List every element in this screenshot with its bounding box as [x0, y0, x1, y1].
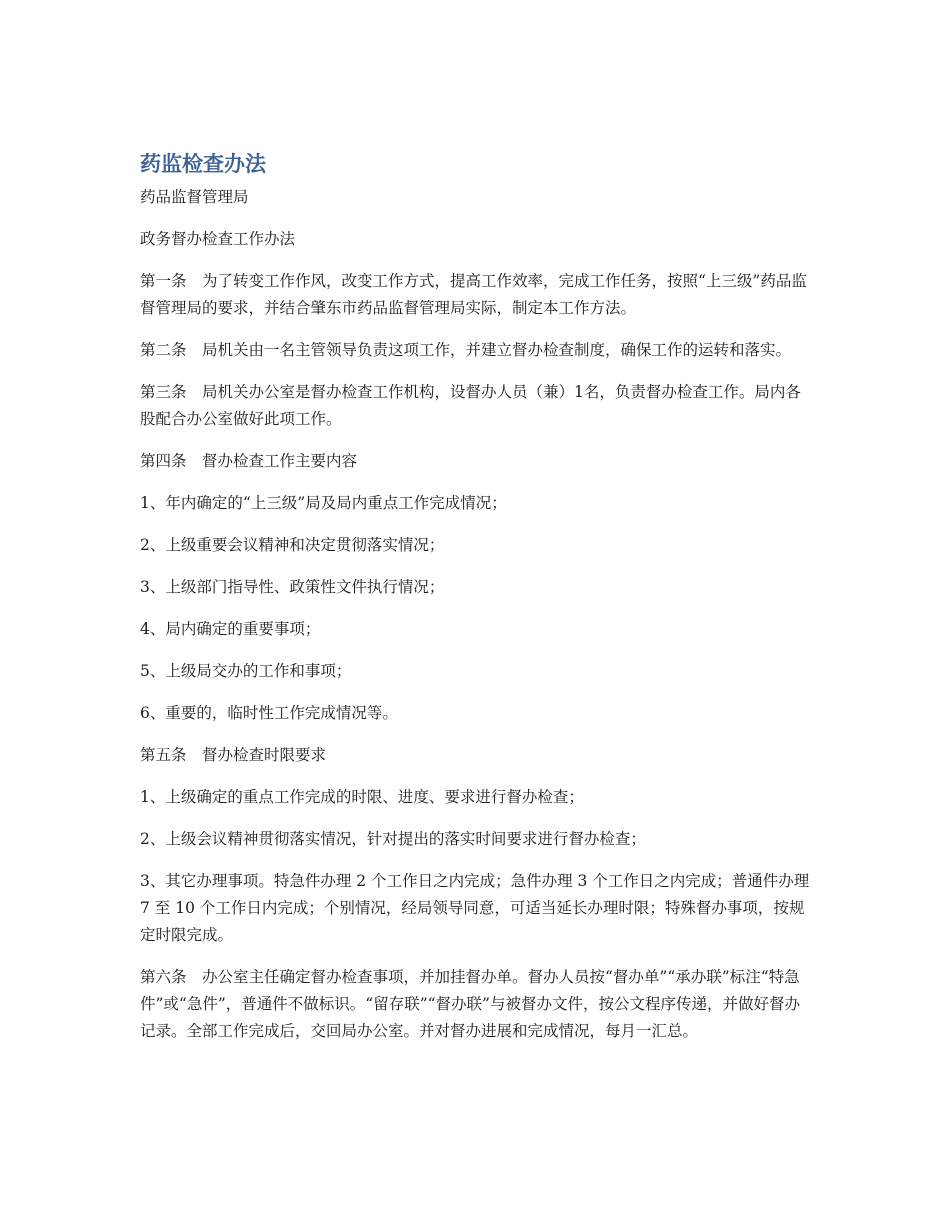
- document-body: [140, 148, 812, 1060]
- article-2: 第二条 局机关由一名主管领导负责这项工作，并建立督办检查制度，确保工作的运转和落实。: [140, 341, 792, 359]
- list-item: 3、上级部门指导性、政策性文件执行情况；: [140, 578, 445, 596]
- document-subtitle: 药品监督管理局: [140, 188, 249, 206]
- list-item: 2、上级会议精神贯彻落实情况，针对提出的落实时间要求进行督办检查；: [140, 830, 646, 848]
- list-item: 1、年内确定的“上三级”局及局内重点工作完成情况；: [140, 494, 507, 512]
- article-3: 第三条 局机关办公室是督办检查工作机构，设督办人员（兼）1名，负责督办检查工作。局内各股配合办公室做好此项工作。: [140, 383, 801, 428]
- paragraph-heading: 政务督办检查工作办法: [140, 230, 296, 248]
- article-4-heading: 第四条 督办检查工作主要内容: [140, 452, 358, 470]
- article-6: 第六条 办公室主任确定督办检查事项，并加挂督办单。督办人员按“督办单”“承办联”标注“特急件”或“急件”，普通件不做标识。“留存联”“督办联”与被督办文件，按公文程序传递，并做好督办记录。全部工作完成后，交回局办公室。并对督办进展和完成情况，每月一汇总。: [140, 968, 800, 1040]
- article-1: 第一条 为了转变工作作风，改变工作方式，提高工作效率，完成工作任务，按照“上三级”药品监督管理局的要求，并结合肇东市药品监督管理局实际，制定本工作方法。: [140, 272, 807, 317]
- article-5-heading: 第五条 督办检查时限要求: [140, 746, 327, 764]
- list-item: 4、局内确定的重要事项；: [140, 620, 321, 638]
- list-item: 3、其它办理事项。特急件办理 2 个工作日之内完成；急件办理 3 个工作日之内完成；普通件办理 7 至 10 个工作日内完成；个别情况，经局领导同意，可适当延长办理时限；特殊督办事项，按规定时限完成。: [140, 872, 810, 944]
- list-item: 2、上级重要会议精神和决定贯彻落实情况；: [140, 536, 445, 554]
- list-item: 5、上级局交办的工作和事项；: [140, 662, 352, 680]
- list-item: 1、上级确定的重点工作完成的时限、进度、要求进行督办检查；: [140, 788, 584, 806]
- document-title: 药监检查办法: [140, 152, 266, 176]
- list-item: 6、重要的，临时性工作完成情况等。: [140, 704, 398, 722]
